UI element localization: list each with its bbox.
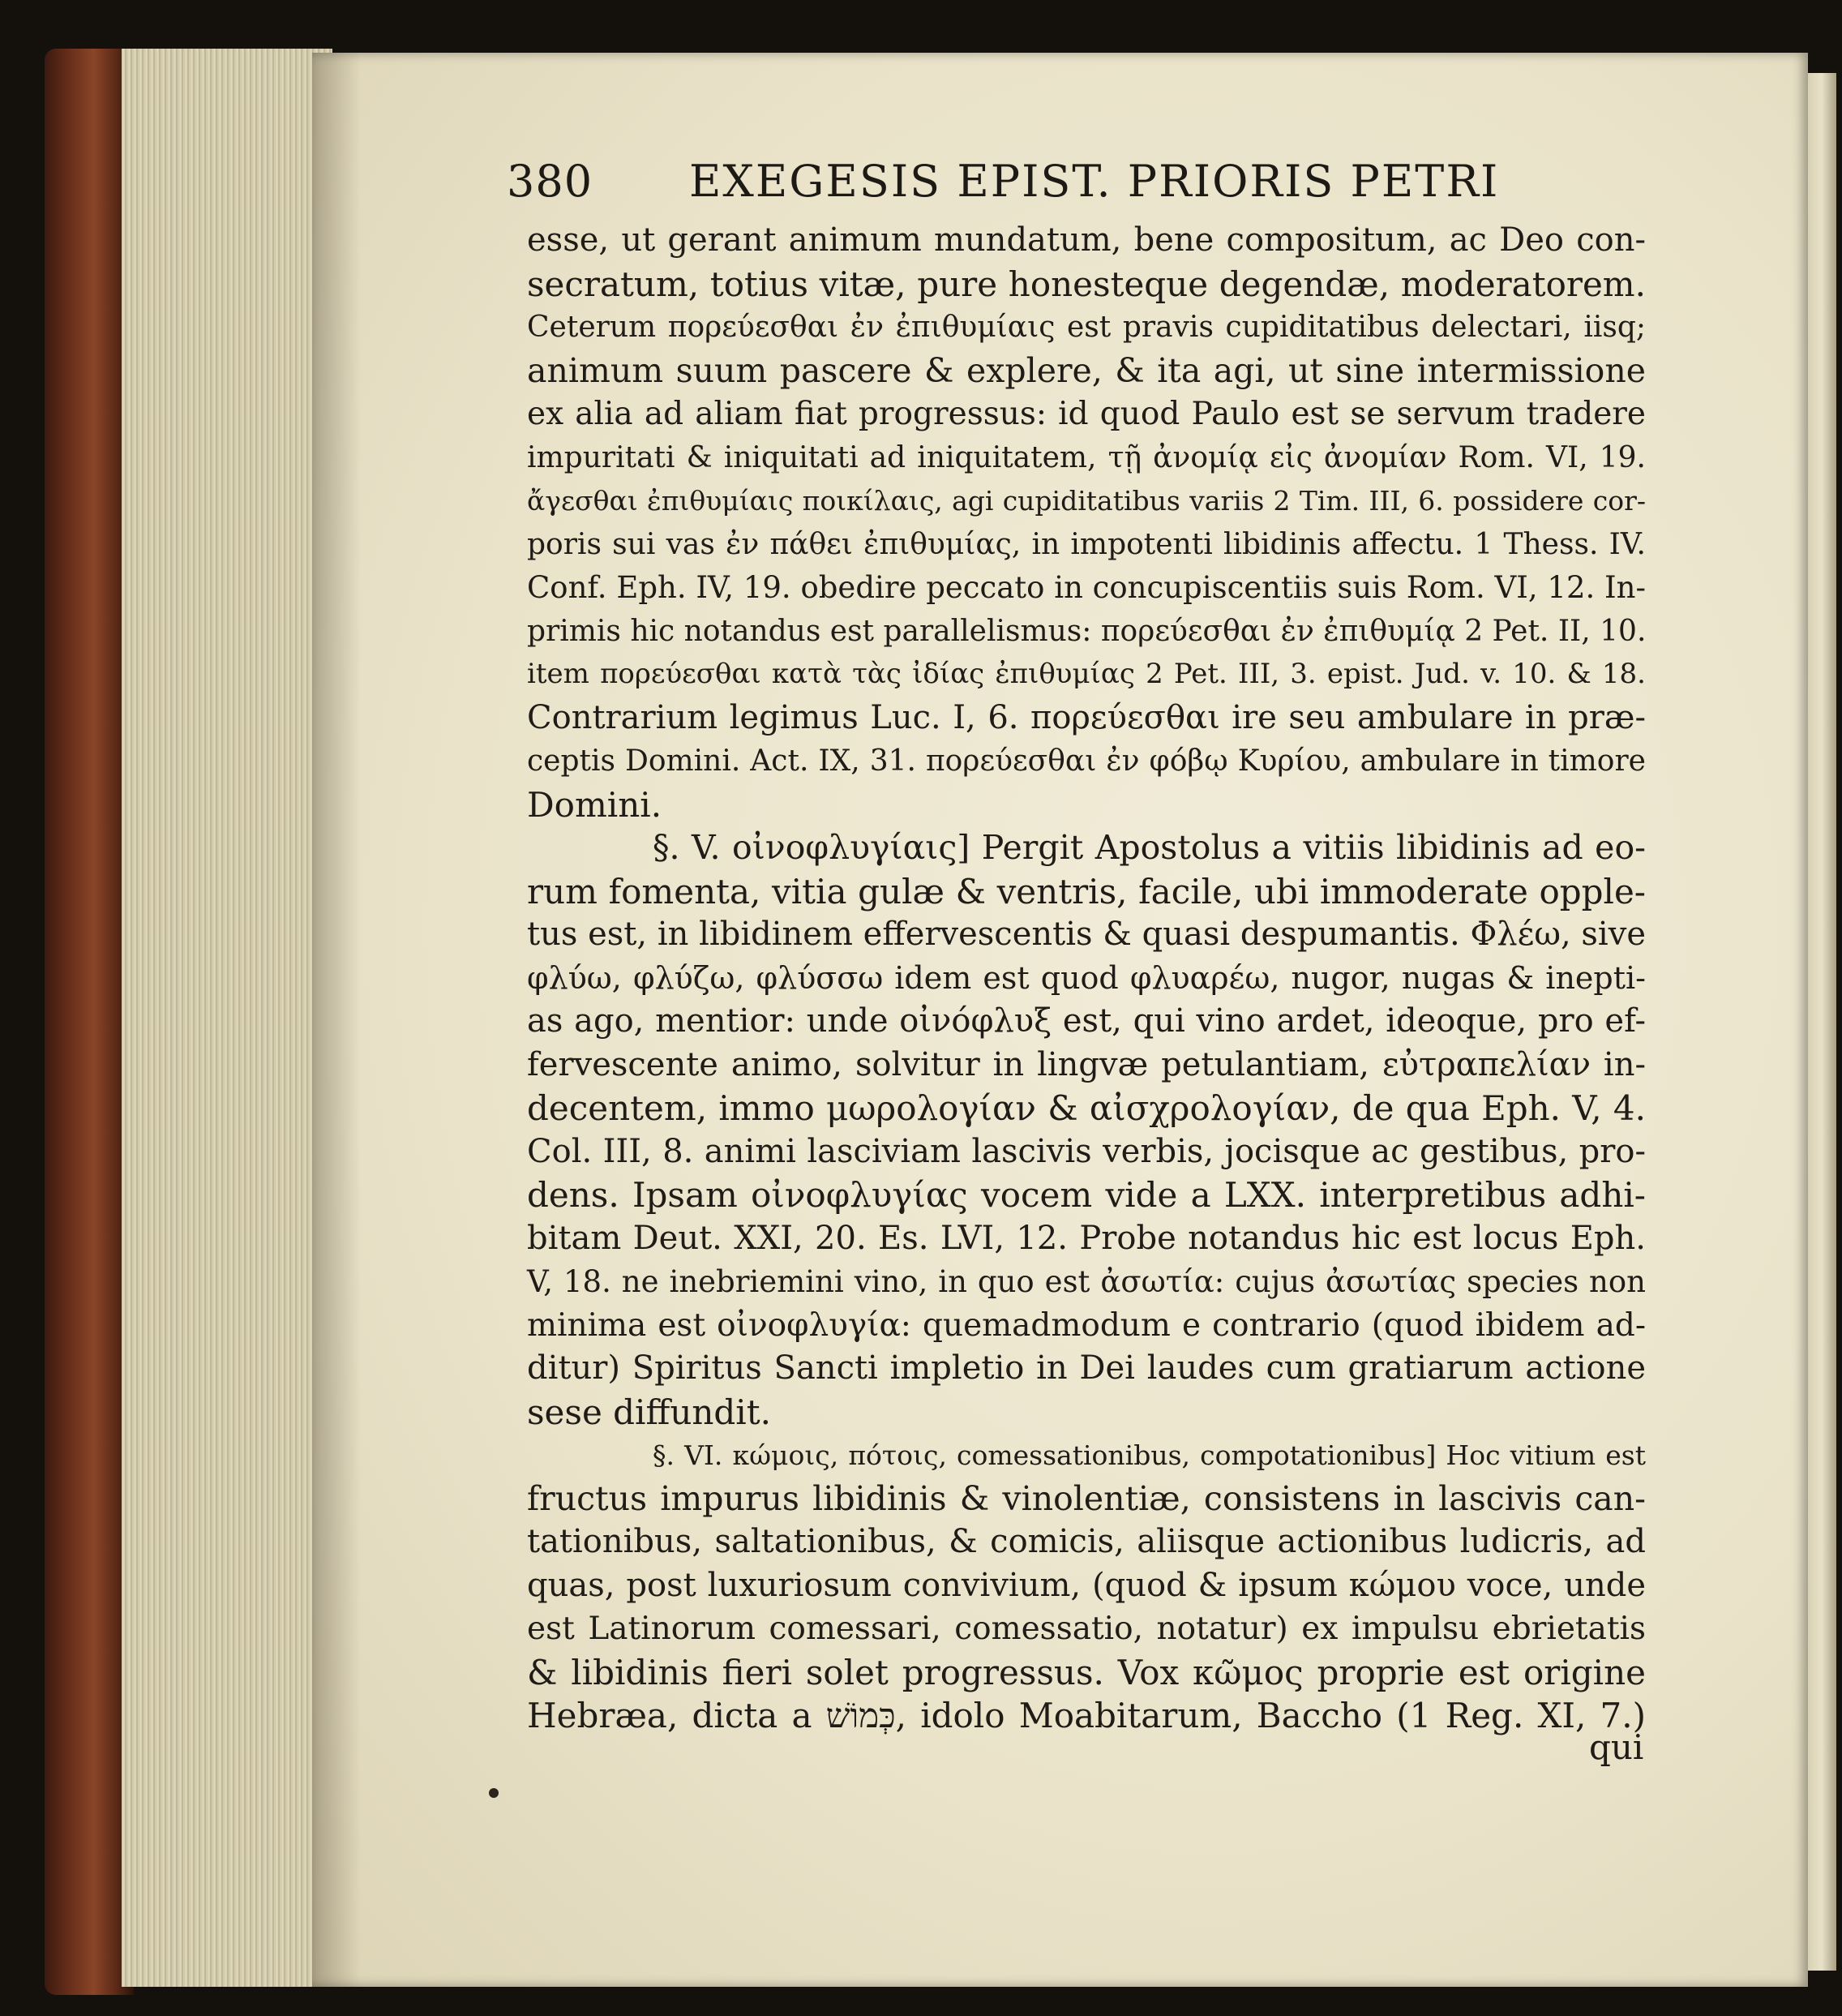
- running-header: [507, 156, 1593, 221]
- text-line: V, 18. ne inebriemini vino, in quo est ἀσωτία: cujus ἀσωτίας species non: [527, 1264, 1646, 1299]
- ink-spot: [489, 1788, 499, 1798]
- text-line: rum fomenta, vitia gulæ & ventris, facile, ubi immoderate opple-: [527, 871, 1646, 911]
- section-heading-line: §. V. οἰνοφλυγίαις] Pergit Apostolus a vitiis libidinis ad eo-: [653, 828, 1646, 867]
- text-line: tus est, in libidinem effervescentis & quasi despumantis. Φλέω, sive: [527, 916, 1646, 953]
- page-number: 380: [507, 156, 593, 207]
- text-line: Hebræa, dicta a כְּמוֹשׁ, idolo Moabitarum, Baccho (1 Reg. XI, 7.): [527, 1696, 1646, 1735]
- text-line: Domini.: [527, 784, 662, 825]
- gutter-shadow: [312, 53, 361, 1987]
- text-line: dens. Ipsam οἰνοφλυγίας vocem vide a LXX. interpretibus adhi-: [527, 1175, 1646, 1215]
- text-line: poris sui vas ἐν πάθει ἐπιθυμίας, in impotenti libidinis affectu. 1 Thess. IV.: [527, 527, 1646, 561]
- text-line: fervescente animo, solvitur in lingvæ petulantiam, εὐτραπελίαν in-: [527, 1045, 1646, 1083]
- leather-binding: [45, 49, 134, 1995]
- text-line: quas, post luxuriosum convivium, (quod & ipsum κώμου voce, unde: [527, 1566, 1646, 1604]
- text-line: tationibus, saltationibus, & comicis, aliisque actionibus ludicris, ad: [527, 1523, 1646, 1560]
- text-line: Conf. Eph. IV, 19. obedire peccato in concupiscentiis suis Rom. VI, 12. In-: [527, 570, 1646, 605]
- text-line: as ago, mentior: unde οἰνόφλυξ est, qui vino ardet, ideoque, pro ef-: [527, 1002, 1646, 1040]
- text-line: φλύω, φλύζω, φλύσσω idem est quod φλυαρέω, nugor, nugas & inepti-: [527, 959, 1646, 996]
- text-line: est Latinorum comessari, comessatio, notatur) ex impulsu ebrietatis: [527, 1611, 1646, 1647]
- text-line: sese diffundit.: [527, 1392, 771, 1432]
- text-line: impuritati & iniquitati ad iniquitatem, τῇ ἀνομίᾳ εἰς ἀνομίαν Rom. VI, 19.: [527, 440, 1646, 474]
- text-line: ἄγεσθαι ἐπιθυμίαις ποικίλαις, agi cupiditatibus variis 2 Tim. III, 6. possidere cor-: [527, 485, 1646, 517]
- text-line: ex alia ad aliam fiat progressus: id quod Paulo est se servum tradere: [527, 396, 1646, 432]
- text-line: Ceterum πορεύεσθαι ἐν ἐπιθυμίαις est pravis cupiditatibus delectari, iisq;: [527, 311, 1646, 344]
- text-line: ditur) Spiritus Sancti impletio in Dei laudes cum gratiarum actione: [527, 1349, 1646, 1387]
- text-line: primis hic notandus est parallelismus: πορεύεσθαι ἐν ἐπιθυμίᾳ 2 Pet. II, 10.: [527, 614, 1647, 648]
- text-line: decentem, immo μωρολογίαν & αἰσχρολογίαν, de qua Eph. V, 4.: [527, 1088, 1646, 1128]
- running-title: EXEGESIS EPIST. PRIORIS PETRI: [689, 156, 1500, 207]
- text-line: fructus impurus libidinis & vinolentiæ, consistens in lascivis can-: [527, 1478, 1646, 1518]
- catchword: qui: [1589, 1727, 1644, 1767]
- section-heading-line: §. VI. κώμοις, πότοις, comessationibus, compotationibus] Hoc vitium est: [653, 1439, 1646, 1471]
- text-line: item πορεύεσθαι κατὰ τὰς ἰδίας ἐπιθυμίας 2 Pet. III, 3. epist. Jud. v. 10. & 18.: [527, 658, 1646, 690]
- text-line: esse, ut gerant animum mundatum, bene compositum, ac Deo con-: [527, 221, 1646, 259]
- text-line: minima est οἰνοφλυγία: quemadmodum e contrario (quod ibidem ad-: [527, 1306, 1646, 1344]
- text-line: Col. III, 8. animi lasciviam lascivis verbis, jocisque ac gestibus, pro-: [527, 1132, 1646, 1170]
- body-text: [527, 219, 1646, 1738]
- text-line: secratum, totius vitæ, pure honesteque degendæ, moderatorem.: [527, 264, 1646, 304]
- text-line: bitam Deut. XXI, 20. Es. LVI, 12. Probe notandus hic est locus Eph.: [527, 1219, 1646, 1257]
- text-line: Contrarium legimus Luc. I, 6. πορεύεσθαι ire seu ambulare in præ-: [527, 698, 1646, 736]
- page-edges: [122, 49, 332, 1987]
- text-line: animum suum pascere & explere, & ita agi, ut sine intermissione: [527, 350, 1646, 390]
- text-line: & libidinis fieri solet progressus. Vox κῶμος proprie est origine: [527, 1652, 1646, 1692]
- text-line: ceptis Domini. Act. IX, 31. πορεύεσθαι ἐν φόβῳ Κυρίου, ambulare in timore: [527, 744, 1646, 778]
